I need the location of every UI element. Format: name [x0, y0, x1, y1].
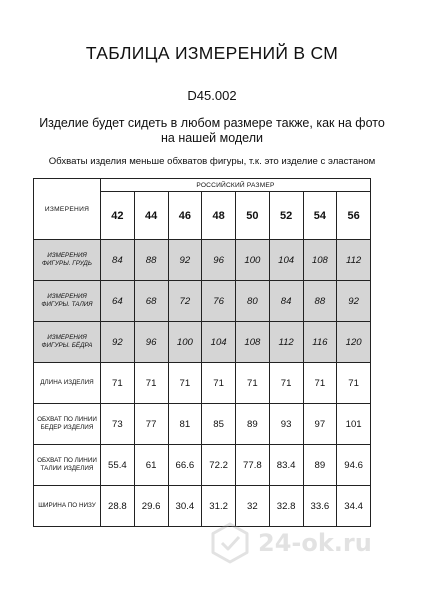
measurement-label: ИЗМЕРЕНИЯ ФИГУРЫ. ТАЛИЯ — [34, 281, 101, 322]
measurement-value: 85 — [202, 404, 236, 445]
table-row — [34, 240, 371, 281]
measurement-value: 71 — [303, 363, 337, 404]
measurement-value: 89 — [303, 445, 337, 486]
measurement-value: 100 — [168, 322, 202, 363]
table-row — [34, 404, 371, 445]
measurement-value: 71 — [202, 363, 236, 404]
measurement-value: 84 — [269, 281, 303, 322]
measurement-value: 116 — [303, 322, 337, 363]
measurement-label: ОБХВАТ ПО ЛИНИИ ТАЛИИ ИЗДЕЛИЯ — [34, 445, 101, 486]
measurement-value: 71 — [337, 363, 371, 404]
fit-note: Изделие будет сидеть в любом размере также, как на фото на нашей модели — [39, 116, 385, 145]
measurement-value: 68 — [134, 281, 168, 322]
measurement-value: 29.6 — [134, 486, 168, 527]
measurement-value: 80 — [236, 281, 270, 322]
measurement-value: 30.4 — [168, 486, 202, 527]
measurement-value: 72.2 — [202, 445, 236, 486]
measurement-value: 32 — [236, 486, 270, 527]
size-header-cell: 54 — [303, 192, 337, 240]
measurement-value: 55.4 — [101, 445, 135, 486]
size-header-cell: 56 — [337, 192, 371, 240]
measurement-value: 108 — [303, 240, 337, 281]
table-row — [34, 445, 371, 486]
measurement-value: 32.8 — [269, 486, 303, 527]
measurement-value: 64 — [101, 281, 135, 322]
table-row — [34, 281, 371, 322]
product-code: D45.002 — [187, 88, 237, 103]
size-header-cell: 46 — [168, 192, 202, 240]
measurement-label: ШИРИНА ПО НИЗУ — [34, 486, 101, 527]
measurement-label: ДЛИНА ИЗДЕЛИЯ — [34, 363, 101, 404]
table-row — [34, 363, 371, 404]
measurement-value: 33.6 — [303, 486, 337, 527]
measurement-value: 77.8 — [236, 445, 270, 486]
size-header-cell: 42 — [101, 192, 135, 240]
measurement-value: 61 — [134, 445, 168, 486]
size-header-cell: 50 — [236, 192, 270, 240]
measurement-value: 94.6 — [337, 445, 371, 486]
size-group-row — [34, 179, 371, 192]
measurement-value: 71 — [101, 363, 135, 404]
measurement-value: 34.4 — [337, 486, 371, 527]
measurement-value: 77 — [134, 404, 168, 445]
size-header-cell: 52 — [269, 192, 303, 240]
measurement-value: 112 — [337, 240, 371, 281]
table-row — [34, 322, 371, 363]
measurement-value: 100 — [236, 240, 270, 281]
measurement-value: 96 — [134, 322, 168, 363]
measurement-value: 71 — [269, 363, 303, 404]
measurement-label: ИЗМЕРЕНИЯ ФИГУРЫ. БЁДРА — [34, 322, 101, 363]
girth-note: Обхваты изделия меньше обхватов фигуры, т.к. это изделие с эластаном — [48, 156, 376, 167]
measurement-value: 104 — [202, 322, 236, 363]
measurement-value: 93 — [269, 404, 303, 445]
measurement-value: 71 — [236, 363, 270, 404]
measurement-value: 92 — [337, 281, 371, 322]
watermark-text: 24-ok.ru — [258, 529, 372, 557]
measurement-value: 88 — [303, 281, 337, 322]
measurement-value: 83.4 — [269, 445, 303, 486]
russian-size-header: РОССИЙСКИЙ РАЗМЕР — [101, 179, 371, 192]
measurement-value: 81 — [168, 404, 202, 445]
measurement-value: 28.8 — [101, 486, 135, 527]
measurement-value: 112 — [269, 322, 303, 363]
measurement-value: 101 — [337, 404, 371, 445]
measurement-value: 72 — [168, 281, 202, 322]
measurement-value: 96 — [202, 240, 236, 281]
24ok-badge-icon — [208, 521, 252, 565]
measurements-header-cell: ИЗМЕРЕНИЯ — [34, 179, 101, 240]
measurement-value: 71 — [134, 363, 168, 404]
measurement-value: 104 — [269, 240, 303, 281]
page-title: ТАБЛИЦА ИЗМЕРЕНИЙ В СМ — [85, 43, 339, 63]
measurement-value: 84 — [101, 240, 135, 281]
measurement-value: 92 — [168, 240, 202, 281]
measurement-value: 73 — [101, 404, 135, 445]
measurement-value: 71 — [168, 363, 202, 404]
size-header-cell: 44 — [134, 192, 168, 240]
measurement-value: 92 — [101, 322, 135, 363]
size-table — [33, 178, 371, 527]
measurement-value: 108 — [236, 322, 270, 363]
measurement-value: 97 — [303, 404, 337, 445]
size-header-cell: 48 — [202, 192, 236, 240]
measurement-value: 76 — [202, 281, 236, 322]
measurement-label: ИЗМЕРЕНИЯ ФИГУРЫ. ГРУДЬ — [34, 240, 101, 281]
measurement-value: 66.6 — [168, 445, 202, 486]
site-watermark — [208, 520, 398, 570]
measurement-value: 120 — [337, 322, 371, 363]
measurement-value: 88 — [134, 240, 168, 281]
measurement-label: ОБХВАТ ПО ЛИНИИ БЕДЕР ИЗДЕЛИЯ — [34, 404, 101, 445]
measurement-value: 31.2 — [202, 486, 236, 527]
measurement-value: 89 — [236, 404, 270, 445]
